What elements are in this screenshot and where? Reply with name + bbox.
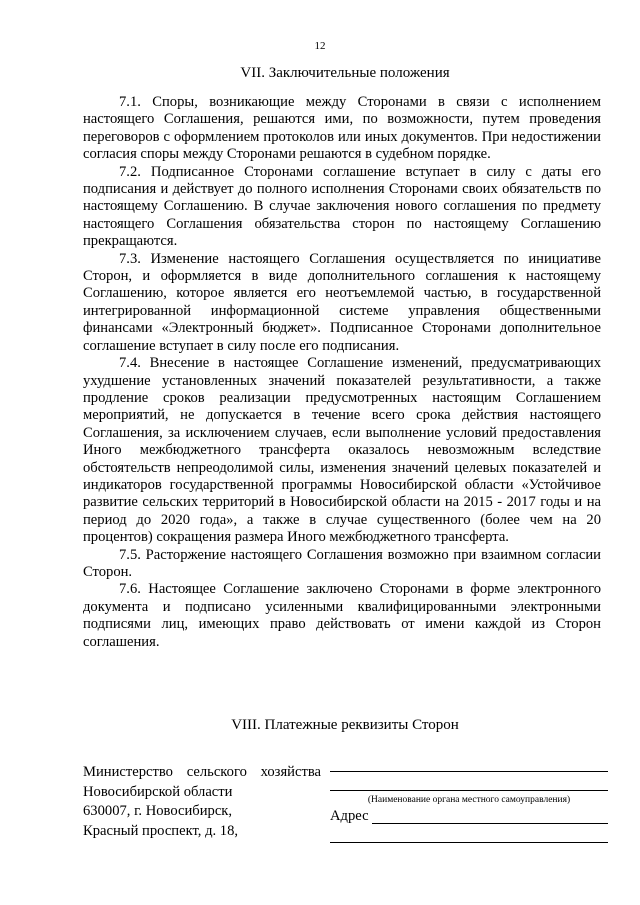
municipality-name-caption: (Наименование органа местного самоуправления) [367, 795, 571, 805]
paragraph-7-5: 7.5. Расторжение настоящего Соглашения возможно при взаимном согласии Сторон. [83, 546, 601, 580]
paragraph-7-6: 7.6. Настоящее Соглашение заключено Сторонами в форме электронного документа и подписано усиленными квалифицированными электронными подписями лиц, имеющих право действовать от имени каждой из Сторон соглашения. [83, 581, 601, 650]
ministry-name-line1 [83, 763, 321, 783]
ministry-address-line1: 630007, г. Новосибирск, [83, 803, 233, 819]
paragraph-7-2: 7.2. Подписанное Сторонами соглашение вступает в силу с даты его подписания и действует до полного исполнения Сторонами своих обязательств по настоящему Соглашению. В случае заключения нового соглашения по предмету настоящего Соглашения обязательства сторон по настоящему Соглашению прекращаются. [83, 163, 601, 250]
paragraph-7-4: 7.4. Внесение в настоящее Соглашение изменений, предусматривающих ухудшение установленных значений показателей результативности, а также продление сроков реализации предусмотренных настоящим Соглашением мероприятий, не допускается в течение всего срока действия настоящего Соглашения, за исключением случаев, если выполнение условий предоставления Иного межбюджетного трансферта оказалось невозможным вследствие обстоятельств непреодолимой силы, изменения значений целевых показателей и индикаторов государственной программы Новосибирской области «Устойчивое развитие сельских территорий в Новосибирской области на 2015 - 2017 годы и на период до 2020 года», а также в случае существенного (более чем на 20 процентов) сокращения размера Иного межбюджетного трансферта. [83, 355, 601, 546]
paragraph-7-3: 7.3. Изменение настоящего Соглашения осуществляется по инициативе Сторон, и оформляется в виде дополнительного соглашения к настоящему Соглашению, которое является его неотъемлемой частью, в государственной интегрированной информационной системе управления общественными финансами «Электронный бюджет». Подписанное Сторонами дополнительное соглашение вступает в силу после его подписания. [83, 250, 601, 354]
section-7-title: VII. Заключительные положения [240, 65, 450, 81]
address-line-1 [372, 823, 608, 824]
ministry-word-3: хозяйства [260, 764, 321, 780]
ministry-word-2: сельского [186, 764, 247, 780]
ministry-requisites [83, 763, 323, 841]
section-7-body [83, 94, 601, 651]
address-line-2 [330, 842, 608, 843]
municipality-name-line-2 [330, 790, 608, 791]
ministry-name-line2: Новосибирской области [83, 783, 233, 800]
municipality-name-line-1 [330, 771, 608, 772]
address-label: Адрес [330, 808, 369, 824]
paragraph-7-1: 7.1. Споры, возникающие между Сторонами в связи с исполнением настоящего Соглашения, решаются ими, по возможности, путем проведения переговоров с оформлением протоколов или иных документов. При недостижении согласия споры между Сторонами решаются в судебном порядке. [83, 94, 601, 163]
ministry-word-1: Министерство [83, 764, 173, 780]
ministry-address-line2: Красный проспект, д. 18, [83, 822, 239, 839]
page-number: 12 [314, 40, 326, 52]
section-8-title: VIII. Платежные реквизиты Сторон [231, 717, 459, 733]
